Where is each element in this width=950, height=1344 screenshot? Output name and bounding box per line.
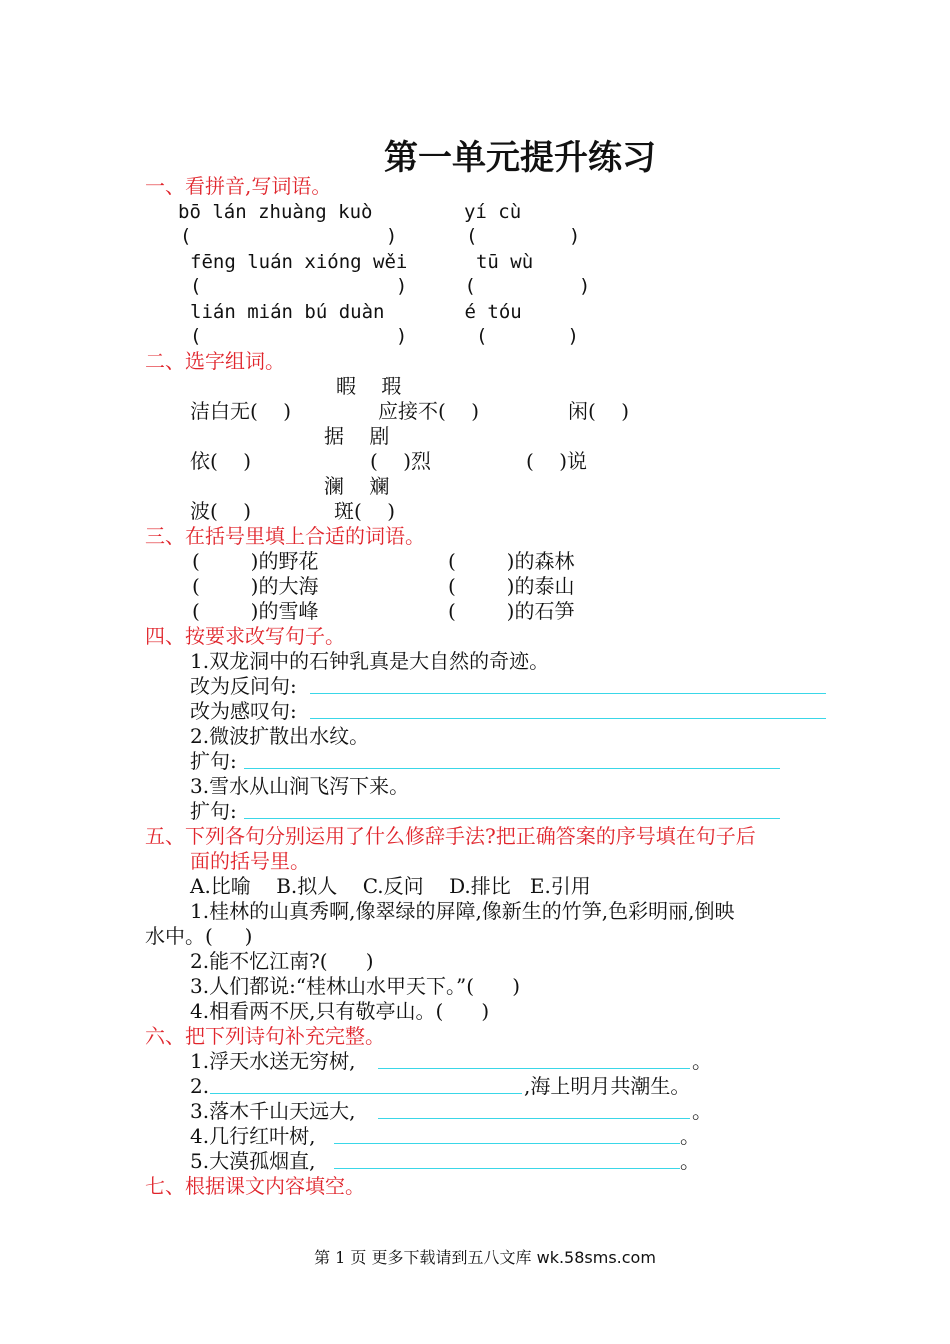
- pinyin-row-2: fēng luán xióng wěi tū wù: [190, 251, 534, 273]
- answer-line[interactable]: [310, 718, 826, 719]
- question-3: 3.人们都说:“桂林山水甲天下。”( ): [190, 974, 521, 998]
- expand-label: 扩句:: [190, 749, 237, 773]
- word-blank: 依( ): [190, 449, 252, 473]
- answer-line[interactable]: [378, 1068, 690, 1069]
- section-3-heading: 三、在括号里填上合适的词语。: [145, 524, 425, 548]
- rewrite-rhetorical-label: 改为反问句:: [190, 674, 297, 698]
- word-blank: 闲( ): [568, 399, 630, 423]
- pinyin-row-1: bō lán zhuàng kuò yí cù: [178, 201, 522, 223]
- sentence-2: 2.微波扩散出水纹。: [190, 724, 370, 748]
- word-blank: ( )说: [526, 449, 588, 473]
- question-4: 4.相看两不厌,只有敬亭山。( ): [190, 999, 490, 1023]
- poem-line-4-end: 。: [680, 1124, 700, 1148]
- phrase-blank: ( )的大海: [192, 574, 319, 598]
- sentence-1: 1.双龙洞中的石钟乳真是大自然的奇迹。: [190, 649, 550, 673]
- answer-line[interactable]: [310, 693, 826, 694]
- section-1-heading: 一、看拼音,写词语。: [145, 174, 332, 198]
- pinyin-row-3: lián mián bú duàn é tóu: [190, 301, 522, 323]
- question-2: 2.能不忆江南?( ): [190, 949, 374, 973]
- poem-line-1: 1.浮天水送无穷树,: [190, 1049, 356, 1073]
- section-5-heading: 五、下列各句分别运用了什么修辞手法?把正确答案的序号填在句子后: [145, 824, 756, 848]
- answer-line[interactable]: [244, 768, 780, 769]
- phrase-blank: ( )的雪峰: [192, 599, 319, 623]
- word-blank: 斑( ): [334, 499, 396, 523]
- poem-line-4: 4.几行红叶树,: [190, 1124, 316, 1148]
- phrase-blank: ( )的泰山: [448, 574, 575, 598]
- sentence-3: 3.雪水从山涧飞泻下来。: [190, 774, 410, 798]
- word-blank: 波( ): [190, 499, 252, 523]
- poem-line-1-end: 。: [692, 1049, 712, 1073]
- word-blank: 应接不( ): [378, 399, 480, 423]
- char-choice-2: 据 剧: [324, 424, 390, 448]
- answer-line[interactable]: [334, 1168, 680, 1169]
- poem-line-5-end: 。: [680, 1149, 700, 1173]
- footer-site-link[interactable]: wk.58sms.com: [536, 1248, 656, 1267]
- char-choice-1: 暇 瑕: [336, 374, 402, 398]
- page-title: 第一单元提升练习: [384, 138, 656, 178]
- poem-line-3: 3.落木千山天远大,: [190, 1099, 356, 1123]
- question-1: 1.桂林的山真秀啊,像翠绿的屏障,像新生的竹笋,色彩明丽,倒映: [190, 899, 735, 923]
- char-choice-3: 澜 斓: [324, 474, 390, 498]
- phrase-blank: ( )的野花: [192, 549, 319, 573]
- poem-line-3-end: 。: [692, 1099, 712, 1123]
- section-6-heading: 六、把下列诗句补充完整。: [145, 1024, 385, 1048]
- poem-line-5: 5.大漠孤烟直,: [190, 1149, 316, 1173]
- answer-line[interactable]: [210, 1093, 522, 1094]
- section-7-heading: 七、根据课文内容填空。: [145, 1174, 365, 1198]
- answer-brackets-row-1: ( ) ( ): [180, 225, 581, 247]
- answer-brackets-row-3: ( ) ( ): [190, 325, 579, 347]
- question-1-cont: 水中。( ): [145, 924, 253, 948]
- answer-line[interactable]: [334, 1143, 680, 1144]
- phrase-blank: ( )的石笋: [448, 599, 575, 623]
- rewrite-exclamation-label: 改为感叹句:: [190, 699, 297, 723]
- section-4-heading: 四、按要求改写句子。: [145, 624, 345, 648]
- rhetoric-options: A.比喻 B.拟人 C.反问 D.排比 E.引用: [190, 874, 591, 898]
- answer-line[interactable]: [378, 1118, 690, 1119]
- phrase-blank: ( )的森林: [448, 549, 575, 573]
- section-5-heading-cont: 面的括号里。: [190, 849, 310, 873]
- page-footer: [0, 1245, 950, 1268]
- expand-label: 扩句:: [190, 799, 237, 823]
- poem-line-2: 2.: [190, 1074, 210, 1098]
- word-blank: 洁白无( ): [190, 399, 292, 423]
- poem-line-2-end: ,海上明月共潮生。: [524, 1074, 691, 1098]
- section-2-heading: 二、选字组词。: [145, 349, 285, 373]
- footer-text: 第 1 页 更多下载请到五八文库: [314, 1248, 537, 1267]
- answer-brackets-row-2: ( ) ( ): [190, 275, 591, 297]
- word-blank: ( )烈: [370, 449, 432, 473]
- answer-line[interactable]: [244, 818, 780, 819]
